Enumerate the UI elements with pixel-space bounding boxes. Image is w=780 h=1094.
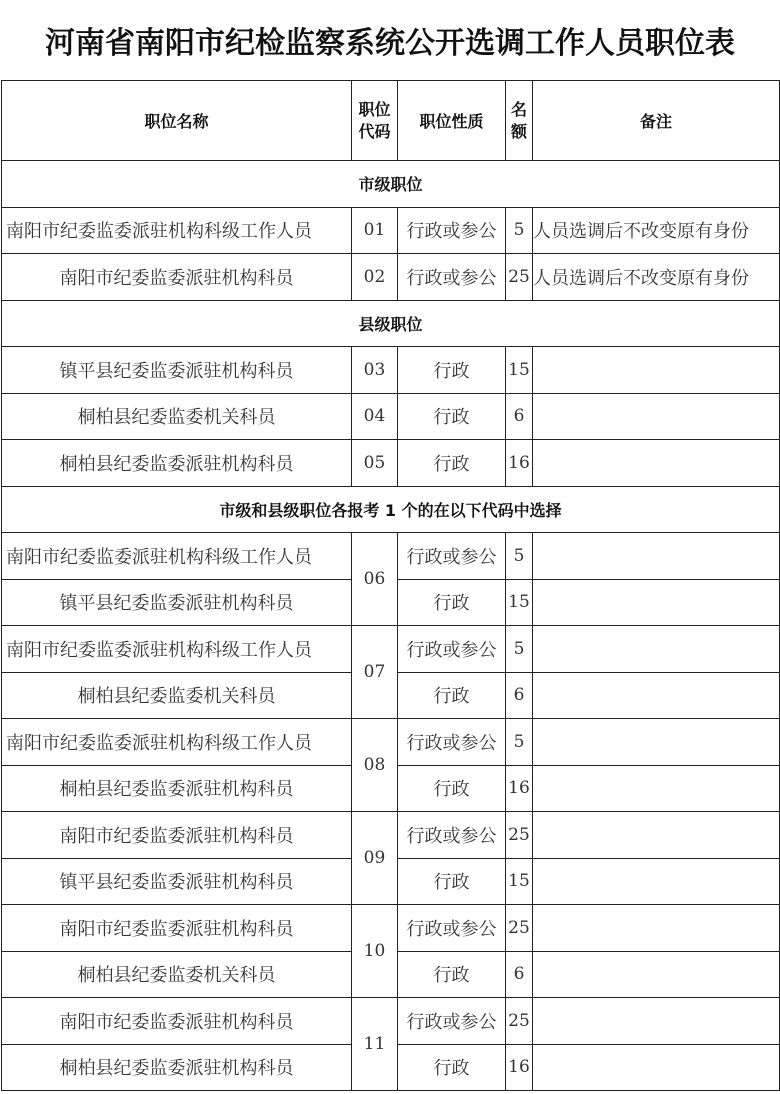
header-position-nature: 职位性质 [398, 81, 506, 161]
position-name-cell: 南阳市纪委监委派驻机构科级工作人员 [2, 533, 352, 580]
quota-cell: 15 [506, 347, 533, 394]
quota-cell: 5 [506, 207, 533, 254]
header-position-code [352, 81, 398, 161]
header-remark: 备注 [533, 81, 780, 161]
position-name-cell: 南阳市纪委监委派驻机构科员 [2, 905, 352, 952]
quota-cell: 6 [506, 951, 533, 998]
quota-cell: 16 [506, 1044, 533, 1091]
remark-cell [533, 1044, 780, 1091]
remark-cell [533, 440, 780, 487]
section-row [2, 300, 780, 347]
quota-cell: 25 [506, 254, 533, 301]
table-row [2, 812, 780, 859]
section-row [2, 486, 780, 533]
position-code-cell: 05 [352, 440, 398, 487]
quota-cell: 6 [506, 393, 533, 440]
table-row [2, 207, 780, 254]
position-nature-cell: 行政或参公 [398, 207, 506, 254]
position-table-body [2, 81, 780, 1091]
header-quota-text: 名 额 [510, 99, 527, 141]
remark-cell [533, 905, 780, 952]
position-nature-cell: 行政或参公 [398, 905, 506, 952]
position-name-cell: 镇平县纪委监委派驻机构科员 [2, 858, 352, 905]
table-row [2, 440, 780, 487]
position-code-cell: 07 [352, 626, 398, 719]
remark-cell [533, 626, 780, 673]
remark-cell [533, 858, 780, 905]
position-name-cell: 南阳市纪委监委派驻机构科员 [2, 812, 352, 859]
position-code-cell: 06 [352, 533, 398, 626]
remark-cell [533, 393, 780, 440]
section-title: 县级职位 [2, 300, 780, 347]
position-name-cell: 桐柏县纪委监委派驻机构科员 [2, 765, 352, 812]
position-code-cell: 02 [352, 254, 398, 301]
header-position-name: 职位名称 [2, 81, 352, 161]
section-title: 市级和县级职位各报考 1 个的在以下代码中选择 [2, 486, 780, 533]
page-title: 河南省南阳市纪检监察系统公开选调工作人员职位表 [45, 26, 735, 61]
table-row [2, 393, 780, 440]
table-row [2, 626, 780, 673]
position-code-cell: 10 [352, 905, 398, 998]
position-code-cell: 09 [352, 812, 398, 905]
quota-cell: 25 [506, 998, 533, 1045]
position-name-cell: 镇平县纪委监委派驻机构科员 [2, 347, 352, 394]
position-table [1, 80, 780, 1091]
position-name-cell: 南阳市纪委监委派驻机构科员 [2, 254, 352, 301]
position-name-cell: 桐柏县纪委监委机关科员 [2, 393, 352, 440]
position-name-cell: 南阳市纪委监委派驻机构科级工作人员 [2, 626, 352, 673]
position-code-cell: 04 [352, 393, 398, 440]
quota-cell: 16 [506, 440, 533, 487]
remark-cell [533, 579, 780, 626]
position-nature-cell: 行政 [398, 579, 506, 626]
position-nature-cell: 行政 [398, 765, 506, 812]
quota-cell: 15 [506, 579, 533, 626]
position-code-cell: 03 [352, 347, 398, 394]
position-nature-cell: 行政 [398, 440, 506, 487]
position-nature-cell: 行政 [398, 858, 506, 905]
quota-cell: 25 [506, 905, 533, 952]
position-code-cell: 01 [352, 207, 398, 254]
position-nature-cell: 行政 [398, 1044, 506, 1091]
position-nature-cell: 行政 [398, 393, 506, 440]
position-name-cell: 南阳市纪委监委派驻机构科员 [2, 998, 352, 1045]
table-row [2, 998, 780, 1045]
table-row [2, 533, 780, 580]
header-row [2, 81, 780, 161]
header-quota [506, 81, 533, 161]
remark-cell [533, 719, 780, 766]
position-nature-cell: 行政或参公 [398, 812, 506, 859]
position-nature-cell: 行政或参公 [398, 719, 506, 766]
quota-cell: 16 [506, 765, 533, 812]
remark-cell: 人员选调后不改变原有身份 [533, 254, 780, 301]
remark-cell [533, 765, 780, 812]
position-nature-cell: 行政或参公 [398, 254, 506, 301]
quota-cell: 6 [506, 672, 533, 719]
remark-cell: 人员选调后不改变原有身份 [533, 207, 780, 254]
position-name-cell: 桐柏县纪委监委派驻机构科员 [2, 1044, 352, 1091]
position-nature-cell: 行政 [398, 347, 506, 394]
remark-cell [533, 672, 780, 719]
position-name-cell: 南阳市纪委监委派驻机构科级工作人员 [2, 719, 352, 766]
position-code-cell: 11 [352, 998, 398, 1091]
position-name-cell: 桐柏县纪委监委机关科员 [2, 951, 352, 998]
section-title: 市级职位 [2, 161, 780, 208]
position-name-cell: 镇平县纪委监委派驻机构科员 [2, 579, 352, 626]
table-row [2, 254, 780, 301]
table-row [2, 719, 780, 766]
quota-cell: 5 [506, 719, 533, 766]
quota-cell: 5 [506, 626, 533, 673]
table-row [2, 347, 780, 394]
remark-cell [533, 347, 780, 394]
header-position-code-text: 职位 代码 [358, 99, 391, 141]
position-nature-cell: 行政 [398, 672, 506, 719]
quota-cell: 15 [506, 858, 533, 905]
position-name-cell: 桐柏县纪委监委派驻机构科员 [2, 440, 352, 487]
section-row [2, 161, 780, 208]
position-name-cell: 桐柏县纪委监委机关科员 [2, 672, 352, 719]
position-code-cell: 08 [352, 719, 398, 812]
position-nature-cell: 行政或参公 [398, 998, 506, 1045]
position-nature-cell: 行政或参公 [398, 533, 506, 580]
remark-cell [533, 812, 780, 859]
remark-cell [533, 998, 780, 1045]
position-nature-cell: 行政 [398, 951, 506, 998]
quota-cell: 5 [506, 533, 533, 580]
table-row [2, 905, 780, 952]
position-name-cell: 南阳市纪委监委派驻机构科级工作人员 [2, 207, 352, 254]
position-nature-cell: 行政或参公 [398, 626, 506, 673]
remark-cell [533, 533, 780, 580]
quota-cell: 25 [506, 812, 533, 859]
remark-cell [533, 951, 780, 998]
